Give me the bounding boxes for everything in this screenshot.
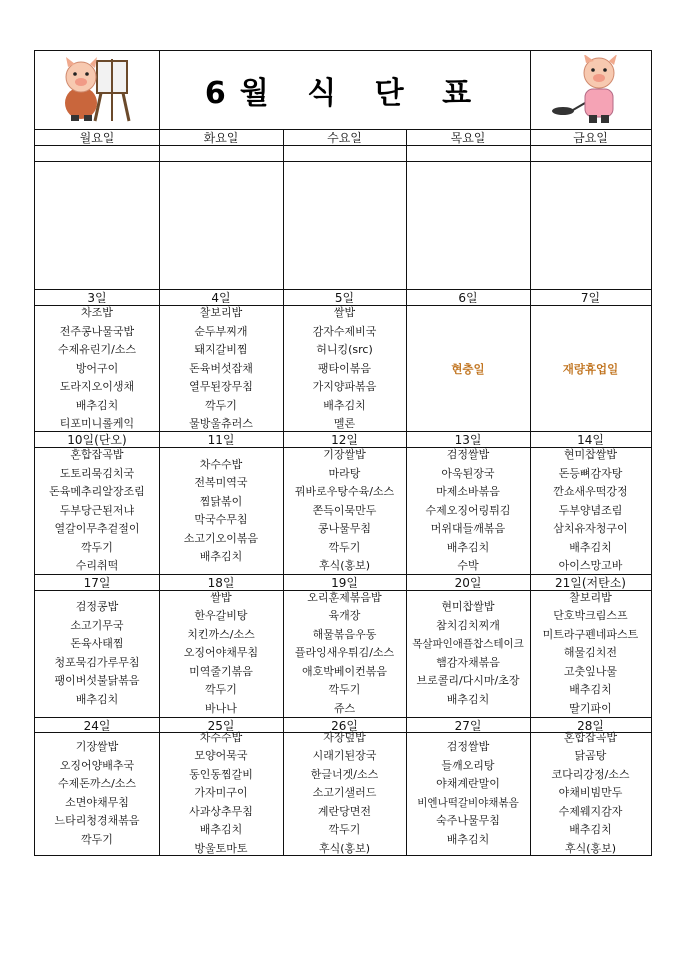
day-header-thu: 목요일 bbox=[450, 130, 486, 145]
menu-item: 돈육버섯잡채 bbox=[189, 361, 253, 375]
menu-cell bbox=[530, 732, 651, 855]
date-cell: 27일 bbox=[454, 718, 482, 733]
date-cell: 4일 bbox=[211, 290, 231, 305]
menu-item: 가지양파볶음 bbox=[312, 380, 377, 394]
menu-item: 검정콩밥 bbox=[75, 600, 119, 613]
menu-item: 아이스망고바 bbox=[558, 559, 623, 573]
menu-item: 숙주나물무침 bbox=[436, 814, 500, 827]
menu-item: 딸기파이 bbox=[569, 701, 612, 715]
menu-item: 후식(홍보) bbox=[318, 559, 371, 573]
menu-item: 바나나 bbox=[205, 701, 237, 715]
menu-item: 깍두기 bbox=[328, 683, 361, 697]
date-cell: 20일 bbox=[454, 575, 482, 590]
holiday-label: 현충일 bbox=[451, 362, 485, 376]
menu-item: 수제유린기/소스 bbox=[57, 343, 137, 357]
menu-item: 물방울츄러스 bbox=[189, 417, 253, 431]
menu-item: 오징어야채무침 bbox=[183, 646, 259, 660]
menu-item: 허니킹(src) bbox=[316, 343, 373, 357]
menu-item: 오징어양배추국 bbox=[59, 758, 135, 772]
menu-item: 참치김치찌개 bbox=[436, 618, 500, 632]
menu-item: 깐쇼새우떡강정 bbox=[553, 485, 628, 499]
menu-item: 배추김치 bbox=[446, 692, 490, 706]
menu-item: 브로콜리/다시마/초장 bbox=[416, 674, 520, 687]
grid-line bbox=[35, 129, 651, 130]
menu-cell bbox=[159, 305, 283, 433]
menu-item: 돈등뼈감자탕 bbox=[558, 466, 623, 480]
date-cell: 26일 bbox=[331, 718, 358, 733]
menu-item: 배추김치 bbox=[569, 540, 612, 554]
date-cell: 6일 bbox=[458, 290, 478, 305]
grid-line bbox=[35, 447, 651, 448]
menu-item: 계란당면전 bbox=[317, 804, 372, 818]
menu-cell bbox=[159, 590, 283, 717]
menu-item: 목살파인애플찹스테이크 bbox=[412, 638, 524, 650]
menu-item: 수제돈까스/소스 bbox=[57, 777, 137, 790]
day-header-wed: 수요일 bbox=[327, 130, 362, 145]
menu-item: 후식(홍보) bbox=[564, 841, 617, 855]
menu-item: 가자미구이 bbox=[194, 786, 248, 800]
date-cell: 13일 bbox=[454, 432, 482, 447]
menu-item: 육개장 bbox=[328, 609, 361, 623]
menu-item: 차수수밥 bbox=[199, 730, 243, 744]
grid-line bbox=[35, 161, 651, 162]
menu-item: 수제오징어링튀김 bbox=[425, 503, 511, 517]
menu-item: 깍두기 bbox=[205, 398, 237, 412]
menu-item: 아욱된장국 bbox=[441, 466, 495, 480]
menu-cell bbox=[406, 732, 530, 855]
menu-item: 모양어묵국 bbox=[194, 749, 248, 763]
menu-item: 수리취떡 bbox=[75, 559, 119, 573]
grid-line bbox=[159, 51, 160, 855]
pig-painter-icon bbox=[35, 51, 159, 129]
menu-item: 깍두기 bbox=[81, 540, 113, 554]
date-cell: 7일 bbox=[580, 290, 601, 305]
menu-cell bbox=[283, 732, 406, 855]
menu-item: 돈육사태찜 bbox=[70, 637, 124, 650]
grid-line bbox=[35, 305, 651, 306]
grid-line bbox=[35, 590, 651, 591]
menu-item: 쌀밥 bbox=[210, 590, 232, 604]
menu-item: 찜닭볶이 bbox=[199, 494, 243, 508]
menu-item: 삼치유자청구이 bbox=[553, 522, 628, 536]
menu-item: 소면야채무침 bbox=[65, 795, 129, 809]
menu-item: 도토리묵김치국 bbox=[59, 466, 135, 480]
menu-item: 감자수제비국 bbox=[312, 324, 377, 338]
menu-cell bbox=[35, 590, 159, 717]
menu-item: 검정쌀밥 bbox=[446, 448, 490, 462]
menu-item: 마라탕 bbox=[328, 466, 361, 480]
date-cell: 11일 bbox=[207, 432, 235, 447]
menu-item: 열갈이무추겉절이 bbox=[54, 522, 140, 536]
menu-item: 소고기오이볶음 bbox=[183, 531, 259, 545]
menu-cell bbox=[406, 590, 530, 717]
menu-item: 멜론 bbox=[333, 417, 356, 431]
grid-line bbox=[35, 431, 651, 432]
date-cell: 5일 bbox=[334, 290, 355, 305]
menu-item: 쌀밥 bbox=[333, 306, 356, 320]
menu-item: 팽타이볶음 bbox=[317, 361, 372, 375]
grid-line bbox=[35, 732, 651, 733]
menu-item: 미역줄기볶음 bbox=[189, 664, 253, 678]
menu-item: 쫀득이묵만두 bbox=[312, 503, 377, 517]
menu-item: 오리훈제볶음밥 bbox=[307, 590, 382, 604]
menu-item: 검정쌀밥 bbox=[446, 740, 490, 753]
menu-item: 돈육메추리알장조림 bbox=[49, 485, 145, 499]
menu-item: 동인동찜갈비 bbox=[189, 767, 253, 781]
date-cell: 10일(단오) bbox=[67, 432, 127, 447]
menu-item: 들깨오리탕 bbox=[441, 758, 495, 772]
menu-item: 배추김치 bbox=[569, 683, 612, 697]
menu-item: 사과상추무침 bbox=[189, 804, 253, 818]
menu-item: 현미찹쌀밥 bbox=[441, 600, 495, 613]
menu-item: 깍두기 bbox=[81, 832, 113, 846]
date-cell: 19일 bbox=[331, 575, 358, 590]
menu-item: 배추김치 bbox=[569, 823, 612, 837]
menu-item: 야채계란말이 bbox=[436, 777, 500, 790]
menu-item: 마제소바볶음 bbox=[436, 485, 500, 499]
menu-item: 한우갈비탕 bbox=[194, 609, 248, 623]
menu-item: 찰보리밥 bbox=[569, 590, 612, 604]
grid-line bbox=[406, 129, 407, 855]
grid-line bbox=[35, 574, 651, 575]
menu-item: 플라잉새우튀김/소스 bbox=[294, 646, 395, 660]
date-cell: 18일 bbox=[207, 575, 235, 590]
menu-item: 햄감자채볶음 bbox=[436, 655, 500, 669]
day-header-tue: 화요일 bbox=[203, 130, 239, 145]
date-cell: 25일 bbox=[207, 718, 235, 733]
menu-item: 해물볶음우동 bbox=[312, 627, 377, 641]
menu-item: 소고기샐러드 bbox=[312, 786, 377, 800]
menu-cell bbox=[283, 447, 406, 575]
menu-item: 소고기무국 bbox=[70, 618, 124, 632]
menu-item: 깍두기 bbox=[328, 540, 361, 554]
menu-item: 배추김치 bbox=[446, 832, 490, 846]
menu-cell bbox=[35, 447, 159, 575]
menu-item: 두부양념조림 bbox=[558, 503, 623, 517]
page-title: 6월 식 단 표 bbox=[204, 76, 486, 111]
menu-item: 도라지오이생채 bbox=[59, 380, 135, 394]
menu-item: 배추김치 bbox=[199, 823, 243, 837]
menu-item: 느타리청경채볶음 bbox=[54, 814, 140, 827]
menu-item: 돼지갈비찜 bbox=[194, 343, 248, 357]
menu-item: 배추김치 bbox=[199, 550, 243, 563]
date-cell: 17일 bbox=[83, 575, 111, 590]
menu-item: 애호박베이컨볶음 bbox=[301, 664, 387, 678]
menu-item: 혼합잡곡밥 bbox=[70, 448, 124, 462]
menu-item: 머위대들깨볶음 bbox=[430, 522, 506, 536]
menu-item: 배추김치 bbox=[323, 398, 366, 412]
menu-item: 배추김치 bbox=[75, 692, 119, 706]
menu-item: 혼합잡곡밥 bbox=[563, 730, 618, 744]
menu-cell bbox=[283, 305, 406, 433]
menu-item: 해물김치전 bbox=[563, 646, 618, 660]
menu-item: 콩나물무침 bbox=[317, 522, 372, 536]
day-header-fri: 금요일 bbox=[573, 130, 608, 145]
menu-cell bbox=[35, 305, 159, 433]
grid-line bbox=[35, 145, 651, 146]
pig-cook-icon bbox=[531, 51, 651, 129]
grid-line bbox=[530, 51, 531, 855]
menu-item: 티포미니롤케익 bbox=[59, 417, 135, 431]
menu-cell bbox=[159, 447, 283, 575]
menu-item: 기장쌀밥 bbox=[75, 740, 119, 753]
date-cell: 3일 bbox=[87, 290, 107, 305]
menu-cell bbox=[530, 447, 651, 575]
menu-item: 전주콩나물국밥 bbox=[59, 324, 135, 338]
menu-item: 막국수무침 bbox=[194, 513, 248, 526]
menu-item: 닭곰탕 bbox=[574, 749, 607, 763]
menu-item: 코다리강정/소스 bbox=[551, 767, 630, 781]
menu-cell bbox=[406, 447, 530, 575]
menu-item: 열무된장무침 bbox=[189, 380, 253, 394]
menu-item: 비엔나떡갈비야채볶음 bbox=[417, 796, 519, 809]
menu-item: 고춧잎나물 bbox=[563, 664, 618, 678]
menu-item: 현미찹쌀밥 bbox=[563, 448, 618, 462]
menu-item: 야채비빔만두 bbox=[558, 786, 623, 800]
menu-item: 팽이버섯불닭볶음 bbox=[54, 674, 140, 687]
menu-item: 단호박크림스프 bbox=[553, 609, 628, 623]
menu-item: 두부당근된저냐 bbox=[59, 503, 135, 517]
menu-cell bbox=[530, 590, 651, 717]
menu-item: 찰보리밥 bbox=[199, 306, 243, 320]
menu-item: 기장쌀밥 bbox=[323, 448, 366, 462]
day-header-mon: 월요일 bbox=[79, 130, 115, 145]
menu-item: 쥬스 bbox=[333, 701, 356, 715]
menu-item: 시래기된장국 bbox=[312, 749, 377, 763]
menu-item: 수박 bbox=[457, 559, 479, 573]
menu-item: 미트라구펜네파스트 bbox=[542, 627, 639, 641]
grid-line bbox=[35, 289, 651, 290]
menu-item: 순두부찌개 bbox=[194, 324, 248, 338]
menu-item: 깍두기 bbox=[328, 823, 361, 837]
menu-item: 방울토마토 bbox=[194, 841, 248, 855]
menu-item: 한글너겟/소스 bbox=[310, 767, 379, 781]
menu-cell bbox=[159, 732, 283, 855]
menu-item: 치킨까스/소스 bbox=[187, 627, 255, 641]
menu-item: 전복미역국 bbox=[194, 476, 248, 489]
meal-plan-table bbox=[34, 50, 652, 856]
menu-item: 수제웨지감자 bbox=[558, 804, 623, 818]
date-cell: 12일 bbox=[331, 432, 358, 447]
menu-item: 깍두기 bbox=[205, 683, 237, 697]
date-cell: 21일(저탄소) bbox=[554, 575, 626, 590]
date-cell: 28일 bbox=[577, 718, 604, 733]
date-cell: 24일 bbox=[83, 718, 111, 733]
holiday-label: 재량휴업일 bbox=[562, 362, 619, 376]
menu-item: 꿔바로우탕수육/소스 bbox=[294, 485, 395, 499]
menu-cell bbox=[35, 732, 159, 855]
date-cell: 14일 bbox=[577, 432, 604, 447]
menu-item: 차조밥 bbox=[81, 306, 113, 320]
menu-item: 청포묵김가루무침 bbox=[54, 655, 140, 669]
menu-item: 차수수밥 bbox=[199, 457, 243, 471]
menu-item: 배추김치 bbox=[446, 540, 490, 554]
menu-cell bbox=[283, 590, 406, 717]
menu-item: 방어구이 bbox=[75, 361, 119, 375]
grid-line bbox=[35, 717, 651, 718]
menu-item: 배추김치 bbox=[75, 398, 119, 412]
grid-line bbox=[283, 129, 284, 855]
menu-item: 자장덮밥 bbox=[323, 730, 366, 744]
menu-item: 후식(홍보) bbox=[318, 841, 371, 855]
